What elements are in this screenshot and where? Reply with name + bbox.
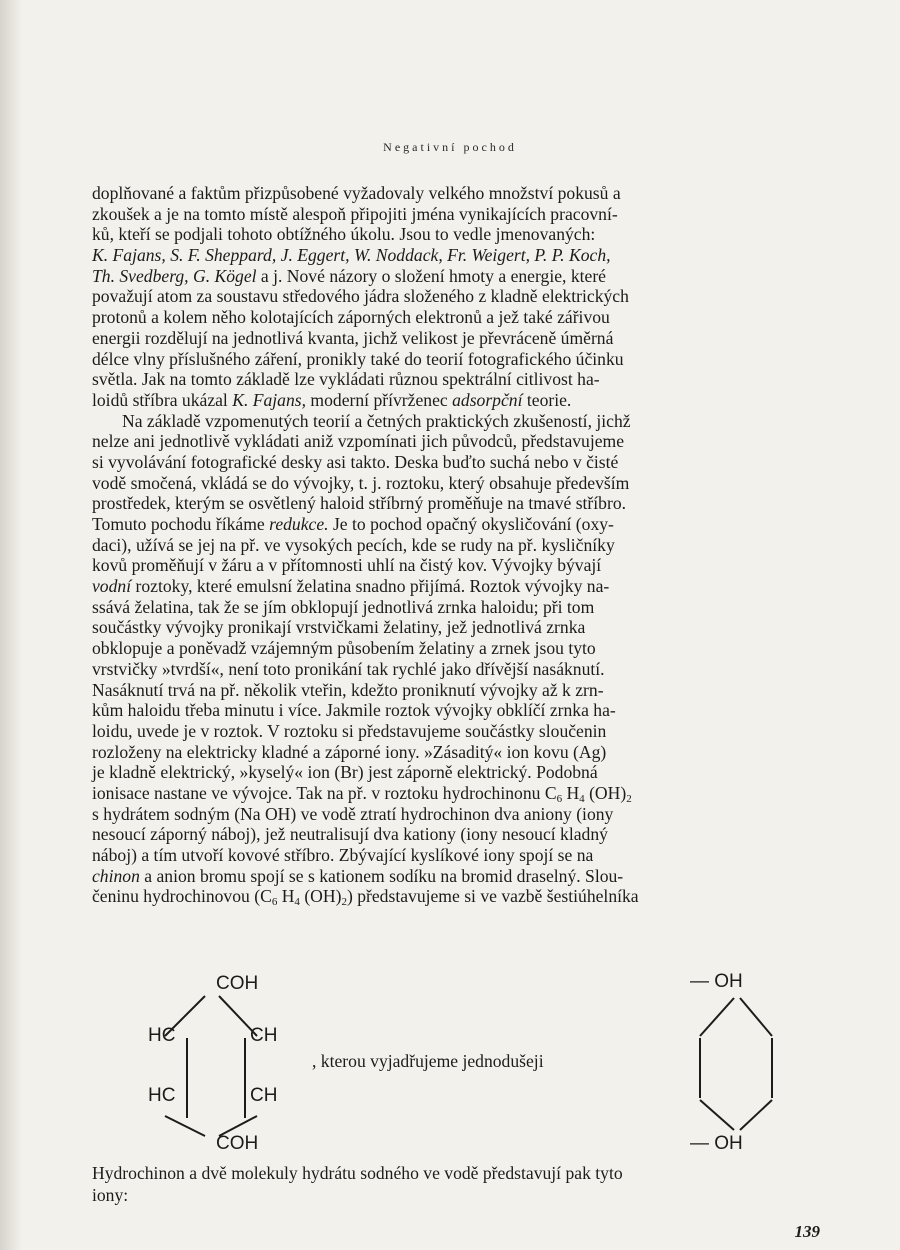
formula-left-lower-hc: HC [148, 1085, 176, 1106]
text-line [92, 638, 837, 659]
italic-text: K. Fajans, [232, 389, 307, 410]
text-run: součástky vývojky pronikají vrstvičkami želatiny, jež jednotlivá zrnka [92, 617, 586, 638]
text-run: čeninu hydrochinovou (C [92, 886, 272, 907]
text-run: Nasáknutí trvá na př. několik vteřin, kdežto proniknutí vývojky až k zrn- [92, 679, 604, 700]
italic-text: chinon [92, 865, 140, 886]
text-line [92, 183, 837, 204]
text-line [92, 411, 837, 432]
text-line [92, 555, 837, 576]
text-line [92, 473, 837, 494]
text-line [92, 224, 837, 245]
text-run: světla. Jak na tomto základě lze vykládati různou spektrální citlivost ha- [92, 369, 600, 390]
formula-right-top-oh: — OH [690, 971, 743, 992]
text-run: moderní přívrženec [306, 389, 453, 410]
text-run: ssává želatina, tak že se jím obklopují jednotlivá zrnka haloidu; při tom [92, 596, 595, 617]
text-run: Na základě vzpomenutých teorií a četných praktických zkušeností, jichž [122, 410, 631, 431]
text-line [92, 369, 837, 390]
text-line [92, 617, 837, 638]
text-run: protonů a kolem něho kolotajících záporných elektronů a jež také zářivou [92, 307, 610, 328]
text-line [92, 328, 837, 349]
subscript: 2 [626, 792, 632, 805]
text-line [92, 349, 837, 370]
text-line [92, 535, 837, 556]
text-run: a j. Nové názory o složení hmoty a energie, které [256, 265, 606, 286]
text-run: (OH) [299, 886, 342, 907]
page-edge-shadow [0, 0, 22, 1250]
text-run: a anion bromu spojí se s kationem sodíku na bromid draselný. Slou- [139, 865, 624, 886]
text-run: Je to pochod opačný okysličování (oxy- [328, 514, 614, 534]
text-run: kovů proměňují v žáru a v přítomnosti uhlí na čistý kov. Vývojky bývají [92, 555, 602, 576]
hydroquinone-formula [92, 968, 837, 1158]
text-run: doplňované a faktům přizpůsobené vyžadovaly velkého množství pokusů a [92, 183, 621, 203]
text-line [92, 804, 837, 825]
text-run: loidu, uvede je v roztok. V roztoku si představujeme součástky sloučenin [92, 720, 607, 741]
italic-text: vodní [92, 576, 132, 597]
text-line [92, 721, 837, 742]
italic-text: Th. Svedberg, G. Kögel [92, 265, 257, 286]
text-line [92, 514, 837, 535]
hexagon-structure-left [147, 968, 277, 1158]
text-run: (OH) [584, 782, 627, 803]
text-run: H [277, 886, 295, 907]
text-run: ) představujeme si ve vazbě šestiúhelníka [346, 886, 639, 907]
italic-text: K. Fajans, S. F. Sheppard, J. Eggert, W. Noddack, Fr. Weigert, P. P. Koch, [92, 245, 611, 266]
text-run: ionisace nastane ve vývojce. Tak na př. v roztoku hydrochinonu C [92, 782, 557, 803]
text-run: Tomuto pochodu říkáme [92, 514, 270, 534]
text-line [92, 431, 837, 452]
text-line [92, 742, 837, 763]
text-run: je kladně elektrický, »kyselý« ion (Br) jest záporně elektrický. Podobná [92, 762, 598, 783]
text-line [92, 493, 837, 514]
text-line [92, 307, 837, 328]
text-line [92, 783, 837, 804]
text-run: zkoušek a je na tomto místě alespoň připojiti jména vynikajících pracovní- [92, 203, 618, 224]
hexagon-structure-right [692, 968, 782, 1158]
text-line [92, 452, 837, 473]
formula-right-upper-ch: CH [250, 1025, 278, 1046]
closing-text [92, 1162, 837, 1206]
text-run: vodě smočená, vkládá se do vývojky, t. j. roztoku, který obsahuje především [92, 472, 630, 493]
text-run: energii rozdělují na jednotlivá kvanta, jichž velikost je převráceně úměrná [92, 327, 614, 348]
text-run: daci), užívá se jej na př. ve vysokých pecích, kde se rudy na př. kysličníky [92, 534, 615, 555]
subscript: 6 [556, 792, 563, 805]
text-run: si vyvolávání fotografické desky asi takto. Deska buďto suchá nebo v čisté [92, 451, 619, 472]
text-line [92, 576, 837, 597]
italic-text: redukce. [269, 514, 329, 534]
text-line [92, 597, 837, 618]
text-run: loidů stříbra ukázal [92, 389, 233, 410]
text-line [92, 845, 837, 866]
page-number: 139 [794, 1222, 820, 1241]
formula-top-coh: COH [216, 973, 259, 994]
text-line [92, 659, 837, 680]
body-text [92, 183, 837, 907]
formula-caption: , kterou vyjadřujeme jednodušeji [312, 1051, 544, 1071]
text-line [92, 866, 837, 887]
text-line [92, 824, 837, 845]
text-run: nelze ani jednotlivě vykládati aniž vzpomínati jich původců, představujeme [92, 431, 625, 452]
italic-text: adsorpční [452, 389, 523, 410]
text-run: s hydrátem sodným (Na OH) ve vodě ztratí hydrochinon dva aniony (iony [92, 803, 614, 824]
formula-left-upper-hc: HC [148, 1025, 176, 1046]
text-line [92, 700, 837, 721]
text-run: H [562, 782, 580, 803]
formula-bottom-coh: COH [216, 1133, 259, 1154]
text-run: délce vlny příslušného záření, pronikly také do teorií fotografického účinku [92, 348, 624, 369]
subscript: 6 [271, 896, 278, 909]
text-line [92, 286, 837, 307]
subscript: 2 [341, 896, 347, 909]
text-run: rozloženy na elektricky kladné a záporné iony. »Zásaditý« ion kovu (Ag) [92, 741, 607, 762]
closing-line: Hydrochinon a dvě molekuly hydrátu sodného ve vodě představují pak tyto [92, 1163, 623, 1183]
formula-right-bottom-oh: — OH [690, 1133, 743, 1154]
text-line [92, 680, 837, 701]
text-run: ků, kteří se podjali tohoto obtížného úkolu. Jsou to vedle jmenovaných: [92, 224, 596, 245]
text-run: náboj) a tím utvoří kovové stříbro. Zbývající kyslíkové iony spojí se na [92, 845, 594, 865]
text-run: vrstvičky »tvrdší«, není toto pronikání tak rychlé jako dřívější nasáknutí. [92, 658, 605, 679]
closing-line: iony: [92, 1185, 129, 1205]
text-line [92, 245, 837, 266]
text-line [92, 886, 837, 907]
text-run: obklopuje a poněvadž vzájemným působením želatiny a zrnek jsou tyto [92, 638, 596, 659]
formula-right-lower-ch: CH [250, 1085, 278, 1106]
text-run: roztoky, které emulsní želatina snadno přijímá. Roztok vývojky na- [131, 576, 610, 597]
text-line [92, 204, 837, 225]
subscript: 4 [579, 792, 585, 805]
text-run: teorie. [522, 389, 572, 410]
text-run: nesoucí záporný náboj), jež neutralisují dva kationy (iony nesoucí kladný [92, 824, 608, 845]
running-head: Negativní pochod [383, 140, 517, 154]
text-line [92, 762, 837, 783]
text-run: kům haloidu třeba minutu i více. Jakmile roztok vývojky obklíčí zrnka ha- [92, 700, 616, 721]
subscript: 4 [294, 896, 300, 909]
text-run: považují atom za soustavu středového jádra složeného z kladně elektrických [92, 286, 629, 307]
text-line [92, 390, 837, 411]
text-run: prostředek, kterým se osvětlený haloid stříbrný proměňuje na tmavé stříbro. [92, 493, 627, 514]
text-line [92, 266, 837, 287]
